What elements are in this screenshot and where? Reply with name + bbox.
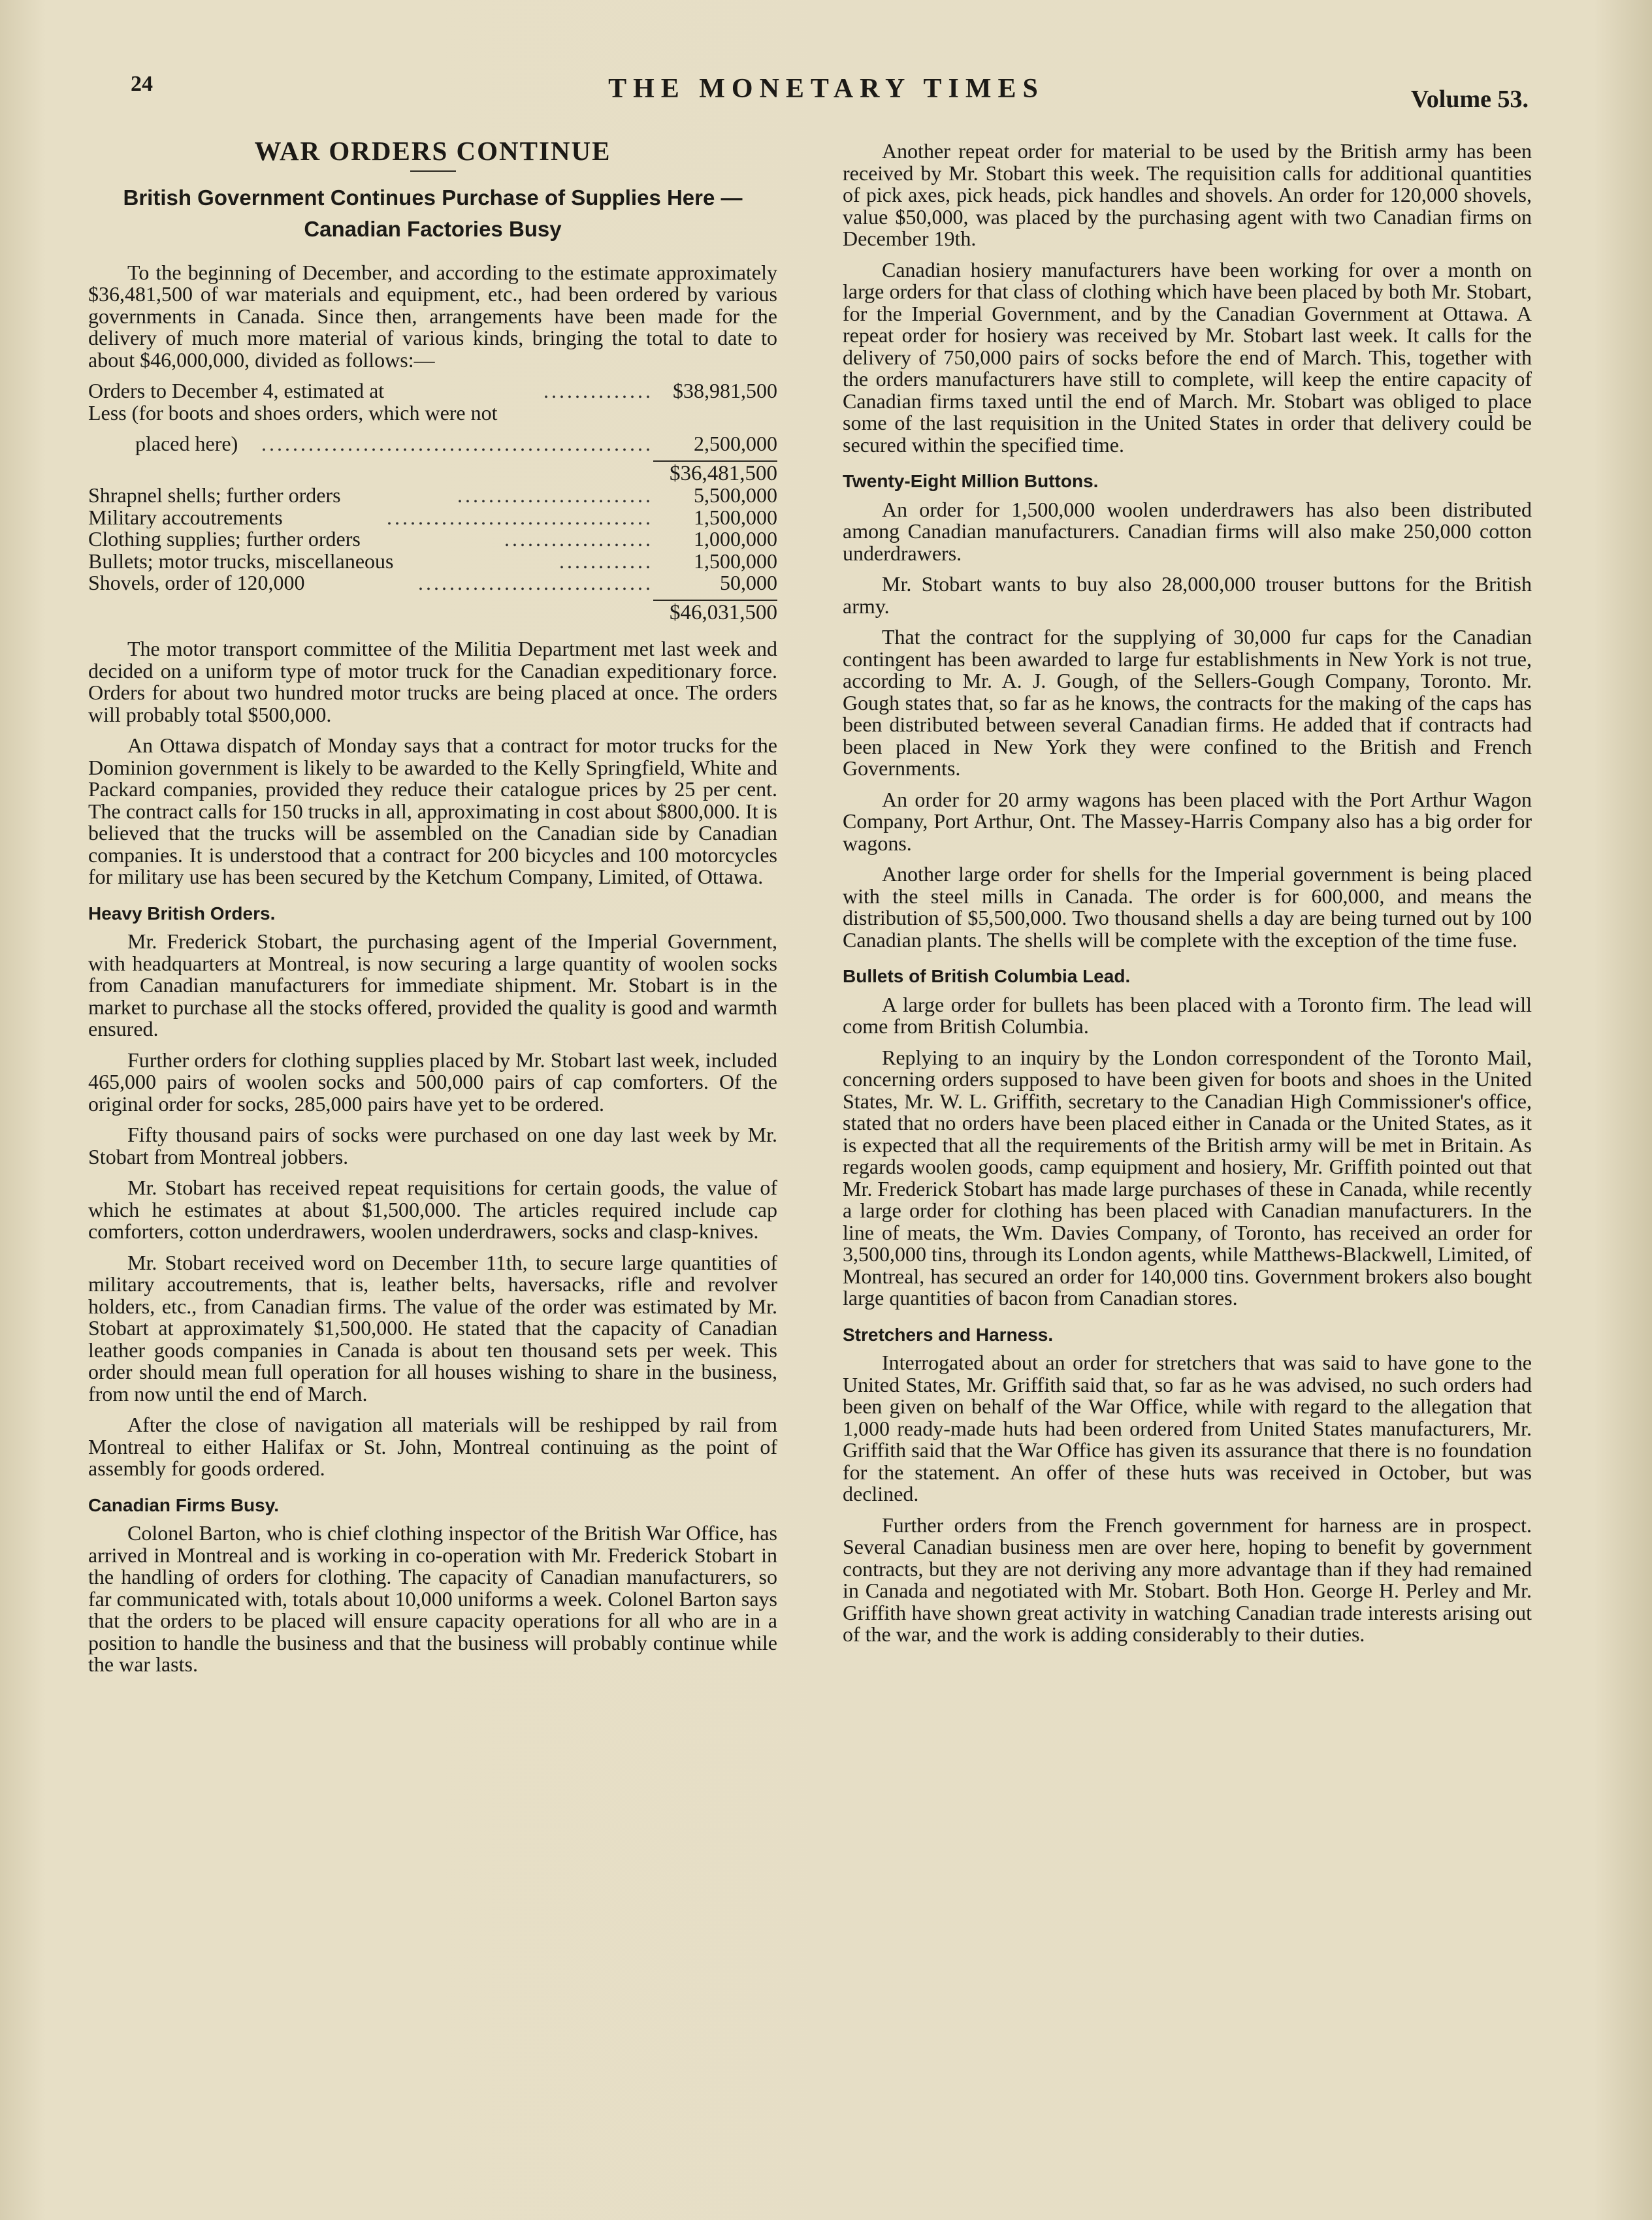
ledger-amount: 2,500,000 <box>694 432 777 455</box>
body-paragraph: Colonel Barton, who is chief clothing inspector of the British War Office, has arrived in Montreal and is working in co-operation with Mr. Frederick Stobart in the handling of orders for clothing. The capacity of Canadian manufacturers, so far communicated with, totals about 10,000 uniforms a week. Colonel Barton says that the orders to be placed will ensure capacity operations for all who are in a position to handle the business and that the business will probably continue while the war lasts. <box>88 1521 777 1676</box>
page-number: 24 <box>131 72 153 96</box>
ledger-row: Shrapnel shells; further orders ......................... 5,500,000 <box>88 483 777 507</box>
body-paragraph: Mr. Frederick Stobart, the purchasing agent of the Imperial Government, with headquarters at Montreal, is now securing a large quantity of woolen socks from Canadian manufacturers for immediate shipment. Mr. Stobart is in the market to purchase all the stocks offered, provided the quality is good and warmth ensured. <box>88 929 777 1040</box>
ledger-row: Military accoutrements .................................. 1,500,000 <box>88 505 777 529</box>
ledger-amount: 50,000 <box>720 571 777 594</box>
ledger-label: Shrapnel shells; further orders <box>88 485 341 507</box>
ledger-label: Military accoutrements <box>88 506 283 528</box>
section-heading: Twenty-Eight Million Buttons. <box>843 471 1099 491</box>
ledger-label: placed here) <box>135 433 238 455</box>
intro-paragraph: To the beginning of December, and according to the estimate approximately $36,481,500 of war materials and equipment, etc., had been ordered by various governments in Canada. Since then, arrangements have been made for the delivery of much more material of various kinds, bringing the total to date to about $46,000,000, divided as follows:— <box>88 260 777 372</box>
body-paragraph: Fifty thousand pairs of socks were purchased on one day last week by Mr. Stobart from Montreal jobbers. <box>88 1123 777 1168</box>
ledger-row: Bullets; motor trucks, miscellaneous ............ 1,500,000 <box>88 549 777 573</box>
page-header <box>124 65 1529 118</box>
volume-label: Volume 53. <box>1410 86 1529 113</box>
ledger-label: Shovels, order of 120,000 <box>88 572 305 594</box>
subtotal-amount: $36,481,500 <box>670 461 777 485</box>
ledger-label: Clothing supplies; further orders <box>88 528 361 551</box>
left-column <box>88 136 777 1685</box>
body-paragraph: Mr. Stobart wants to buy also 28,000,000 trouser buttons for the British army. <box>843 572 1532 618</box>
section-heading: Heavy British Orders. <box>88 903 276 924</box>
section-heading: Stretchers and Harness. <box>843 1324 1054 1345</box>
ledger-amount: 5,500,000 <box>694 483 777 507</box>
body-paragraph: A large order for bullets has been placed with a Toronto firm. The lead will come from British Columbia. <box>843 992 1532 1038</box>
section-heading: Canadian Firms Busy. <box>88 1494 280 1515</box>
body-paragraph: Further orders from the French government for harness are in prospect. Several Canadian business men are over here, hoping to benefit by government contracts, but they are not deriving any more advantage than if they had remained in Canada and negotiated with Mr. Stobart. Both Hon. George H. Perley and Mr. Griffith have shown great activity in watching Canadian trade interests arising out of the war, and the work is adding considerably to their duties. <box>843 1513 1532 1646</box>
body-paragraph: After the close of navigation all materials will be reshipped by rail from Montreal to either Halifax or St. John, Montreal continuing as the point of assembly for goods ordered. <box>88 1413 777 1480</box>
ledger-row <box>88 402 777 425</box>
title-divider <box>410 170 456 172</box>
ledger-row: Orders to December 4, estimated at .............. $38,981,500 <box>88 379 777 402</box>
body-paragraph: Canadian hosiery manufacturers have been working for over a month on large orders for that class of clothing which have been placed by both Mr. Stobart, for the Imperial Government, and by the Canadian Government at Ottawa. A repeat order for hosiery was received by Mr. Stobart last week. It calls for the delivery of 750,000 pairs of socks before the end of March. This, together with the orders manufacturers have still to complete, will keep the entire capacity of Canadian firms taxed until the end of March. Mr. Stobart was obliged to place some of the last requisition in the United States in order that delivery could be secured within the specified time. <box>843 257 1532 457</box>
ledger-label: Bullets; motor trucks, miscellaneous <box>88 550 394 572</box>
body-paragraph: Replying to an inquiry by the London correspondent of the Toronto Mail, concerning orders supposed to have been given for boots and shoes in the United States, Mr. W. L. Griffith, secretary to the Canadian High Commissioner's office, stated that no orders have been placed either in Canada or the United States, as it is expected that all the requirements of the British army will be met in Britain. As regards woolen goods, camp equipment and hosiery, Mr. Griffith pointed out that Mr. Frederick Stobart has made large purchases of these in Canada, while recently a large order for clothing has been placed with Canadian manufacturers. In the line of meats, the Wm. Davies Company, of Toronto, has received an order for 3,500,000 tins, through its London agents, while Matthews-Blackwell, Limited, of Montreal, has secured an order for 140,000 tins. Government brokers also bought large quantities of bacon from Canadian stores. <box>843 1045 1532 1310</box>
ledger-row: Clothing supplies; further orders ................... 1,000,000 <box>88 527 777 551</box>
ledger-row: Shovels, order of 120,000 .............................. 50,000 <box>88 571 777 594</box>
ledger-amount: 1,500,000 <box>694 505 777 529</box>
right-column <box>843 140 1532 1655</box>
ledger-amount: 1,500,000 <box>694 549 777 573</box>
body-paragraph: An order for 20 army wagons has been placed with the Port Arthur Wagon Company, Port Arthur, Ont. The Massey-Harris Company also has a big order for wagons. <box>843 787 1532 855</box>
body-paragraph: Another repeat order for material to be used by the British army has been received by Mr. Stobart this week. The requisition calls for additional quantities of pick axes, pick heads, pick handles and shovels. An order for 120,000 shovels, value $50,000, was placed by the purchasing agent with two Canadian firms on December 19th. <box>843 139 1532 250</box>
ledger-row: placed here) .................................................. 2,500,000 <box>135 432 777 455</box>
article-subtitle: British Government Continues Purchase of Supplies Here —Canadian Factories Busy <box>123 185 743 241</box>
ledger-label: Less (for boots and shoes orders, which were not <box>88 402 498 424</box>
ledger-amount: 1,000,000 <box>694 527 777 551</box>
article-title: WAR ORDERS CONTINUE <box>254 136 611 166</box>
body-paragraph: Further orders for clothing supplies placed by Mr. Stobart last week, included 465,000 pairs of woolen socks and 500,000 pairs of cap comforters. Of the original order for socks, 285,000 pairs have yet to be ordered. <box>88 1048 777 1116</box>
orders-ledger <box>88 380 777 624</box>
body-paragraph: Interrogated about an order for stretchers that was said to have gone to the United States, Mr. Griffith said that, so far as he was advised, no such orders had been given on behalf of the War Office, while with regard to the allegation that 1,000 ready-made huts had been ordered from United States manufacturers, Mr. Griffith said that the War Office has given its assurance that there is no foundation for the statement. An offer of these huts was received in October, but was declined. <box>843 1351 1532 1505</box>
section-heading: Bullets of British Columbia Lead. <box>843 966 1131 986</box>
body-paragraph: Mr. Stobart received word on December 11th, to secure large quantities of military accoutrements, that is, leather belts, haversacks, rifle and revolver holders, etc., from Canadian firms. The value of the order was estimated by Mr. Stobart at approximately $1,500,000. He stated that the capacity of Canadian leather goods companies in Canada is about ten thousand sets per week. This order should mean full operation for all houses wishing to share in the business, from now until the end of March. <box>88 1250 777 1406</box>
body-paragraph: Mr. Stobart has received repeat requisitions for certain goods, the value of which he estimates at about $1,500,000. The articles required include cap comforters, cotton underdrawers, woolen underdrawers, socks and clasp-knives. <box>88 1176 777 1243</box>
body-paragraph: The motor transport committee of the Militia Department met last week and decided on a uniform type of motor truck for the Canadian expeditionary force. Orders for about two hundred motor trucks are being placed at once. The orders will probably total $500,000. <box>88 637 777 726</box>
publication-title: THE MONETARY TIMES <box>608 74 1045 104</box>
grand-total-amount: $46,031,500 <box>670 600 777 624</box>
body-paragraph: Another large order for shells for the Imperial government is being placed with the steel mills in Canada. The order is for 600,000, and means the distribution of $5,500,000. Two thousand shells a day are being turned out by 100 Canadian plants. The shells will be complete with the exception of the time fuse. <box>843 862 1532 952</box>
ledger-amount: $38,981,500 <box>673 379 777 402</box>
body-paragraph: An order for 1,500,000 woolen underdrawers has also been distributed among Canadian manufacturers. Canadian firms will also make 250,000 cotton underdrawers. <box>843 497 1532 565</box>
body-paragraph: That the contract for the supplying of 30,000 fur caps for the Canadian contingent has been awarded to large fur establishments in New York is not true, according to Mr. A. J. Gough, of the Sellers-Gough Company, Toronto. Mr. Gough states that, so far as he knows, the contracts for the making of the caps has been distributed between several Canadian firms. He added that if contracts had been placed in New York they were confined to the British and French Governments. <box>843 625 1532 780</box>
ledger-label: Orders to December 4, estimated at <box>88 380 385 402</box>
body-paragraph: An Ottawa dispatch of Monday says that a contract for motor trucks for the Dominion government is likely to be awarded to the Kelly Springfield, White and Packard companies, provided they reduce their catalogue prices by 25 per cent. The contract calls for 150 trucks in all, approximating in cost about $800,000. It is believed that the trucks will be assembled on the Canadian side by Canadian companies. It is understood that a contract for 200 bicycles and 100 motorcycles for military use has been secured by the Ketchum Company, Limited, of Ottawa. <box>88 733 777 888</box>
